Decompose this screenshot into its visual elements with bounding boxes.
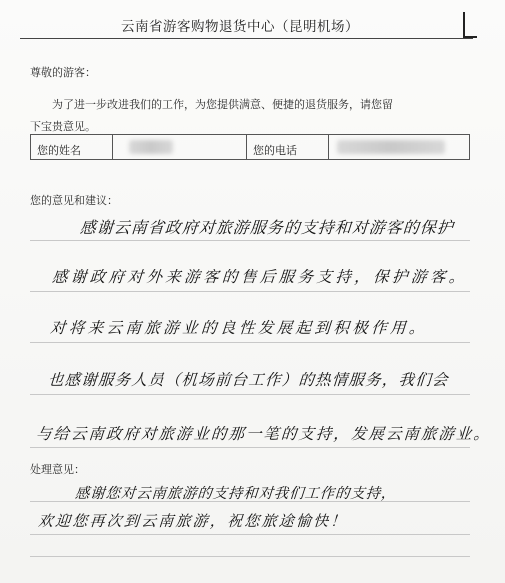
- name-field: [113, 135, 247, 159]
- title-underline: [20, 38, 473, 39]
- ruled-line: [30, 534, 470, 535]
- ruled-line: [30, 556, 470, 557]
- handling-section-label: 处理意见：: [30, 463, 85, 476]
- handwritten-opinion-line: 感谢云南省政府对旅游服务的支持和对游客的保护: [79, 218, 455, 237]
- ruled-line: [30, 447, 470, 448]
- handwritten-handling-line: 欢迎您再次到云南旅游，祝您旅途愉快！: [37, 512, 349, 530]
- phone-redaction: [337, 140, 445, 154]
- intro-text-line-2: 下宝贵意见。: [30, 120, 96, 133]
- form-title: 云南省游客购物退货中心（昆明机场）: [121, 19, 359, 35]
- handwritten-opinion-line: 对将来云南旅游业的良性发展起到积极作用。: [49, 319, 429, 337]
- ruled-line: [30, 240, 470, 241]
- corner-mark-horizontal: [463, 36, 477, 38]
- intro-text-line-1: 为了进一步改进我们的工作，为您提供满意、便捷的退货服务，请您留: [52, 98, 393, 111]
- handwritten-opinion-line: 与给云南政府对旅游业的那一笔的支持，发展云南旅游业。: [35, 425, 492, 443]
- opinion-section-label: 您的意见和建议：: [30, 194, 118, 207]
- handwritten-opinion-line: 也感谢服务人员（机场前台工作）的热情服务，我们会: [47, 371, 450, 389]
- corner-mark-vertical: [463, 12, 465, 38]
- phone-label: 您的电话: [247, 135, 329, 159]
- ruled-line: [30, 342, 470, 343]
- name-label: 您的姓名: [31, 135, 113, 159]
- name-redaction: [129, 140, 173, 154]
- greeting-text: 尊敬的游客：: [30, 66, 96, 79]
- contact-info-table: [30, 134, 470, 160]
- ruled-line: [30, 291, 470, 292]
- phone-field: [329, 135, 469, 159]
- handwritten-opinion-line: 感谢政府对外来游客的售后服务支持，保护游客。: [51, 268, 469, 286]
- ruled-line: [30, 394, 470, 395]
- handwritten-handling-line: 感谢您对云南旅游的支持和对我们工作的支持，: [74, 486, 397, 502]
